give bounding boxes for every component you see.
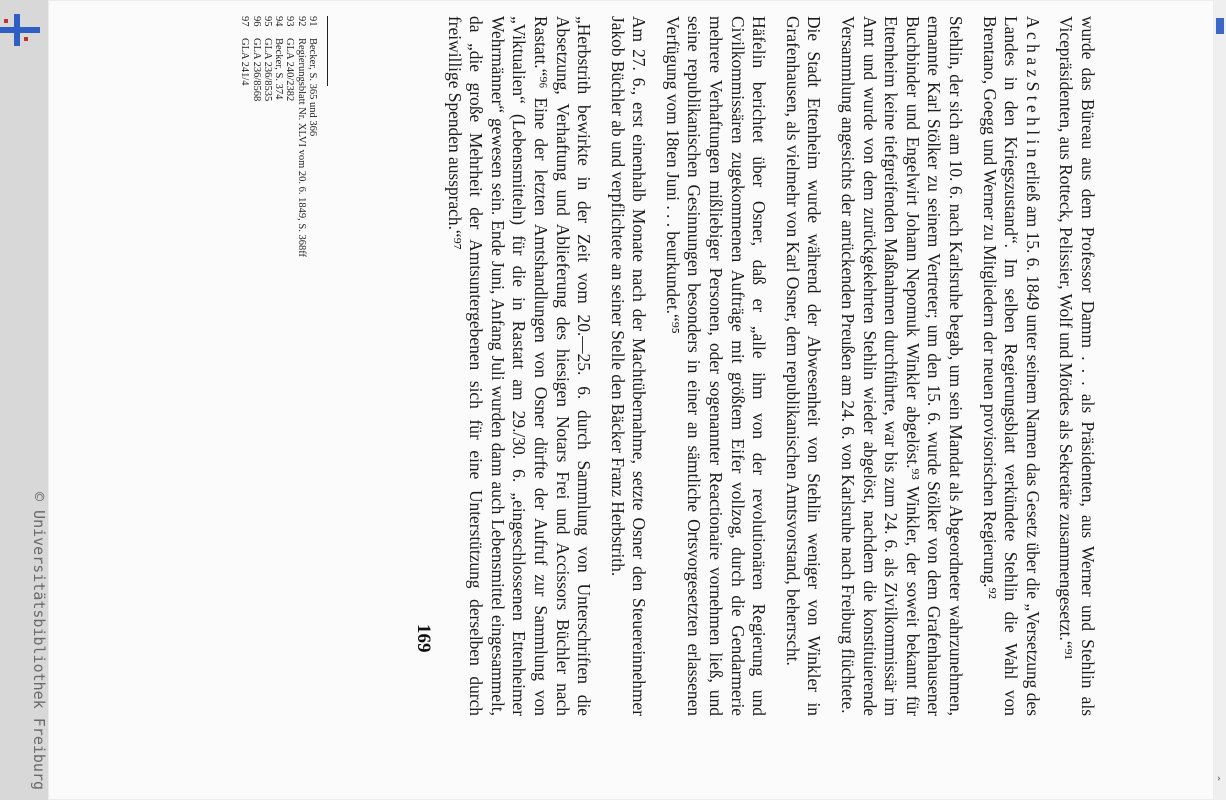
footnote-number: 95 — [261, 16, 273, 27]
footnote — [239, 16, 250, 416]
paragraph: Die Stadt Ettenheim wurde während der Abwesenheit von Stehlin weniger von Winkler in Grafenhausen, als vielmehr von Karl Osner, dem republikanischen Amtsvorstand, beherrscht. — [782, 16, 825, 716]
footnote-text: Becker, S. 365 und 366 — [307, 38, 318, 137]
footnote-text: GLA 240/2382 — [284, 38, 296, 102]
footnote — [307, 16, 318, 416]
bookmark-icon — [1216, 18, 1224, 34]
paragraph: Am 27. 6., erst einenhalb Monate nach der Machtübernahme, setzte Osner den Steuereinnehmer Jakob Büchler ab und verpflichtete an seiner Stelle den Bäcker Franz Herbstrith. — [607, 16, 650, 716]
footnote-text: Becker, S. 374 — [273, 38, 285, 100]
paragraph: Stehlin, der sich am 10. 6. nach Karlsruhe begab, um sein Mandat als Abgeordneter wahrzunehmen, ernannte Karl Stölker zu seinem Vertreter; um den 15. 6. wurde Stölker von dem Grafenhausener Buchbinder und Engelwirt Johann Nepomuk Winkler abgelöst.⁹³ Winkler, der soweit bekannt für Ettenheim keine tiefgreifenden Maßnahmen durchführte, war bis zum 24. 6. als Zivilkommissär im Amt und wurde von dem zurückgekehrten Stehlin wieder abgelöst, nachdem die konstituierende Versammlung angesichts der anrückenden Preußen am 24. 6. von Karlsruhe nach Freiburg flüchtete. — [838, 16, 967, 716]
paragraph: „Herbstrith bewirkte in der Zeit vom 20.—25. 6. durch Sammlung von Unterschriften die Absetzung, Verhaftung und Ablieferung des hiesigen Notars Frei und Accissors Büchler nach Rastatt.“⁹⁶ Eine der letzten Amtshandlungen von Osner dürfte der Aufruf zur Sammlung von „Viktualien“ (Lebensmitteln) für die in Rastatt am 29./30. 6. „eingeschlossenen Ettenheimer Wehrmänner“ gewesen sein. Ende Juni, Anfang Juli wurden dann auch Lebensmittel eingesammelt, da „die große Mehrheit der Amtsuntergebenen sich für eine Unterstützung derselben durch freiwillige Spenden aussprach.“⁹⁷ — [444, 16, 595, 716]
footnote-number: 97 — [239, 16, 251, 27]
footnote — [295, 16, 306, 416]
footnote — [284, 16, 295, 416]
footnote-number: 94 — [273, 16, 285, 27]
footnote — [250, 16, 261, 416]
viewer-left-strip — [0, 0, 48, 800]
paragraph: Häfelin berichtet über Osner, daß er „alle ihm von der revolutionären Regierung und Civilkommissären zugekommenen Aufträge mit größtem Eifer vollzog, durch die Gendarmerie mehrere Verhaftungen mißliebiger Personen, oder sogenannter Reactionaire vornehmen ließ, und seine republikanischen Gesinnungen besonders in einer an sämtliche Ortsvorgesetzten erlassenen Verfügung vom 18ten Juni . . . beurkundet.“⁹⁵ — [662, 16, 770, 716]
footnote-number: 96 — [250, 16, 262, 27]
footnote-text: Regierungsblatt Nr. XLVI vom 20. 6. 1849, S. 368ff — [295, 38, 307, 258]
footnote-text: GLA 241/4 — [239, 38, 251, 86]
footnotes — [239, 16, 318, 416]
footnote-number: 91 — [307, 16, 318, 27]
viewer-right-edge — [1214, 0, 1226, 800]
watermark-copyright: © Universitätsbibliothek Freiburg — [30, 491, 48, 790]
page-number: 169 — [413, 624, 434, 653]
footnote-rule — [327, 16, 328, 86]
paragraph: A c h a z S t e h l i n erließ am 15. 6. 1849 unter seinem Namen das Gesetz über die „Versetzung des Landes in den Kriegszustand“. Im selben Regierungsblatt verkündete Stehlin die Wahl von Brentano, Goegg und Werner zu Mitgliedern der neuen provisorischen Regierung.⁹² — [979, 16, 1043, 716]
edge-marker-icon: › — [1217, 772, 1221, 784]
footnote-text: GLA 236/8535 — [261, 38, 273, 102]
rotated-page-content — [239, 16, 1098, 716]
footnote — [262, 16, 273, 416]
paragraph: wurde das Büreau aus dem Professor Damm . . . als Präsidenten, aus Werner und Stehlin als Vicepräsidenten, aus Rotteck, Pelissier, Wolf und Mördes als Sekretäre zusammengesetzt.“⁹¹ — [1056, 16, 1098, 716]
footnote-number: 93 — [284, 16, 296, 27]
body-text — [443, 16, 1098, 716]
footnote — [273, 16, 284, 416]
footnote-number: 92 — [295, 16, 307, 27]
footnote-text: GLA 236/8568 — [250, 38, 262, 102]
